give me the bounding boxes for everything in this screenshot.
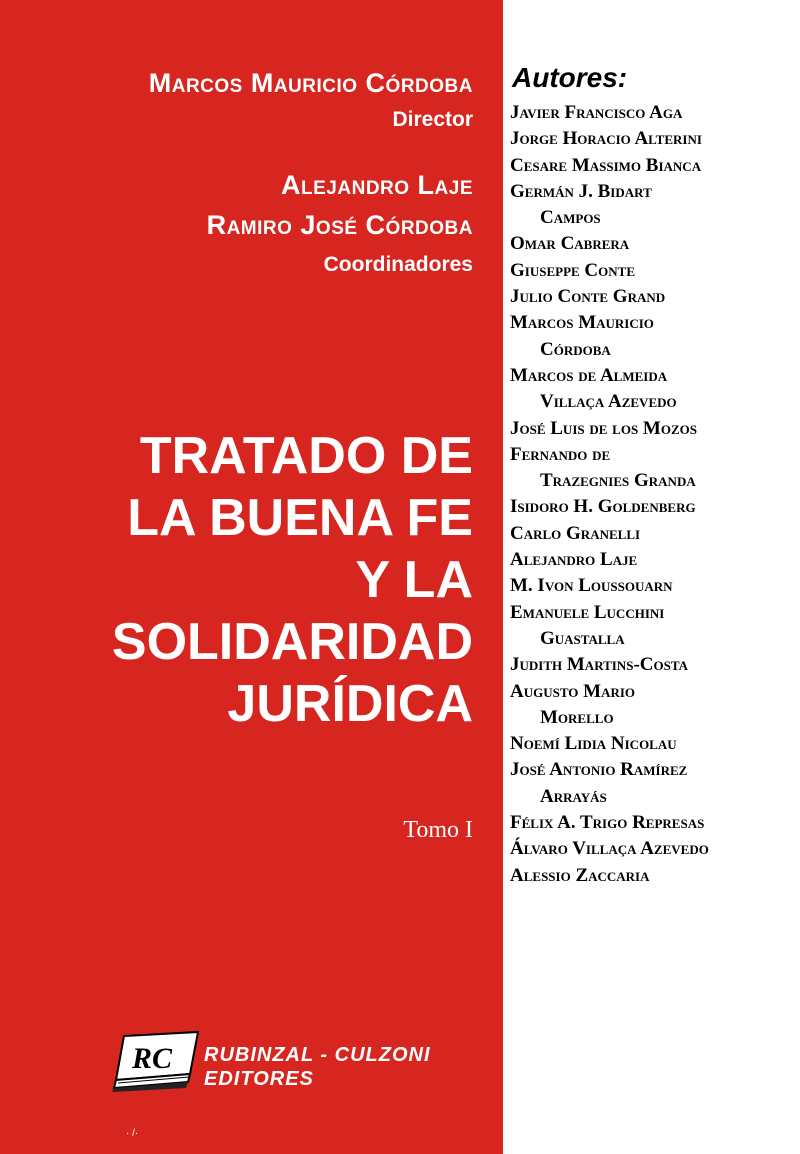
coordinator-name: Ramiro José Córdoba bbox=[206, 210, 473, 240]
author-entry: José Antonio Ramírez bbox=[510, 759, 688, 781]
book-title-line: JURÍDICA bbox=[227, 675, 473, 733]
book-title bbox=[53, 425, 473, 735]
director-role: Director bbox=[392, 108, 473, 131]
author-entry: Isidoro H. Goldenberg bbox=[510, 496, 696, 518]
author-entry-continuation: Córdoba bbox=[540, 338, 611, 360]
author-entry: José Luis de los Mozos bbox=[510, 417, 697, 439]
author-entry: Alejandro Laje bbox=[510, 549, 638, 571]
book-rc-logo-icon bbox=[110, 1030, 202, 1092]
coordinators-role: Coordinadores bbox=[323, 253, 473, 276]
author-entry: Augusto Mario bbox=[510, 680, 636, 702]
author-entry: Álvaro Villaça Azevedo bbox=[510, 838, 709, 860]
publisher-name: RUBINZAL - CULZONI bbox=[204, 1044, 431, 1066]
author-entry: Germán J. Bidart bbox=[510, 180, 652, 202]
author-entry-continuation: Guastalla bbox=[540, 627, 625, 649]
publisher-block bbox=[110, 1030, 490, 1100]
author-entry: Marcos de Almeida bbox=[510, 364, 668, 386]
author-entry: Emanuele Lucchini bbox=[510, 601, 665, 623]
author-entry: Félix A. Trigo Represas bbox=[510, 812, 705, 834]
coordinator-name: Alejandro Laje bbox=[281, 170, 473, 200]
author-entry: Javier Francisco Aga bbox=[510, 102, 683, 123]
publisher-subtitle: EDITORES bbox=[204, 1068, 314, 1090]
book-title-line: Y LA bbox=[355, 551, 473, 609]
author-entry-continuation: Campos bbox=[540, 207, 601, 229]
book-title-line: SOLIDARIDAD bbox=[111, 613, 473, 671]
author-entry: Carlo Granelli bbox=[510, 522, 641, 544]
author-entry: Noemí Lidia Nicolau bbox=[510, 733, 677, 755]
author-entry-continuation: Trazegnies Granda bbox=[540, 470, 696, 492]
author-entry: Jorge Horacio Alterini bbox=[510, 128, 702, 150]
book-title-line: TRATADO DE bbox=[139, 427, 473, 485]
authors-list bbox=[510, 100, 796, 889]
publisher-logo-text: RC bbox=[132, 1042, 173, 1075]
book-title-line: LA BUENA FE bbox=[127, 489, 473, 547]
authors-heading: Autores: bbox=[512, 62, 628, 93]
author-entry: Cesare Massimo Bianca bbox=[510, 154, 702, 176]
author-entry: M. Ivon Loussouarn bbox=[510, 575, 673, 597]
author-entry: Fernando de bbox=[510, 443, 611, 465]
author-entry: Marcos Mauricio bbox=[510, 312, 654, 334]
corner-mark: · /· bbox=[126, 1128, 139, 1139]
author-entry: Julio Conte Grand bbox=[510, 286, 666, 308]
author-entry-continuation: Villaça Azevedo bbox=[540, 391, 677, 413]
author-entry-continuation: Arrayás bbox=[540, 785, 607, 807]
author-entry: Omar Cabrera bbox=[510, 233, 630, 255]
director-name: Marcos Mauricio Córdoba bbox=[148, 68, 473, 98]
author-entry: Alessio Zaccaria bbox=[510, 864, 650, 886]
author-entry-continuation: Morello bbox=[540, 706, 614, 728]
author-entry: Giuseppe Conte bbox=[510, 259, 635, 281]
author-entry: Judith Martins-Costa bbox=[510, 654, 688, 676]
volume-label: Tomo I bbox=[403, 817, 473, 843]
